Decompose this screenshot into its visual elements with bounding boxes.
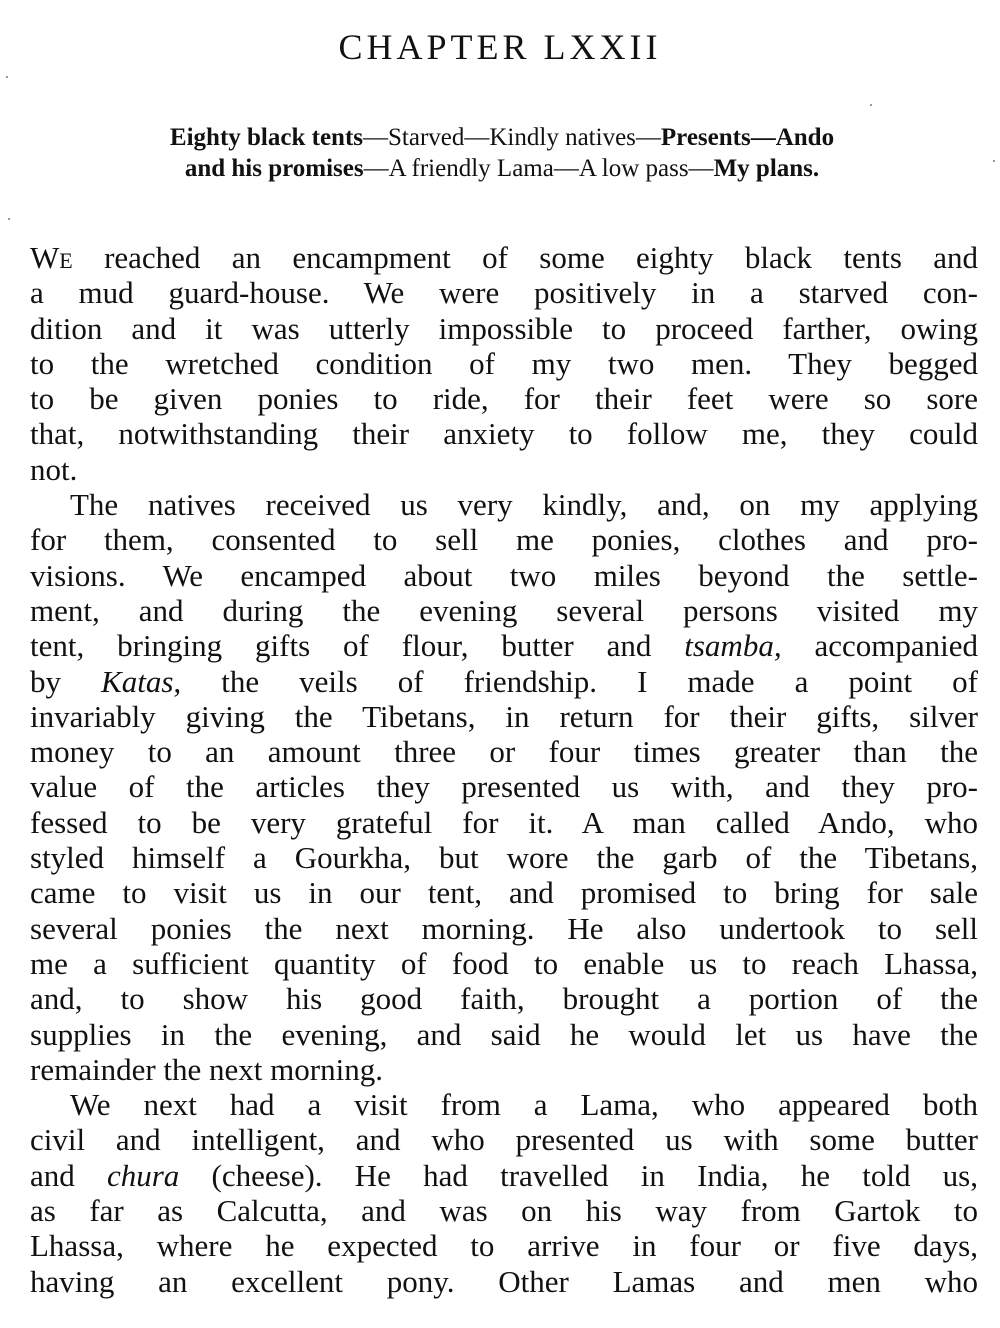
text-line: We next had a visit from a Lama, who appeared both — [70, 1087, 978, 1123]
text-line: invariably giving the Tibetans, in return for their gifts, silver — [30, 698, 978, 734]
text-line: to be given ponies to ride, for their feet were so sore — [30, 381, 978, 417]
text-line: money to an amount three or four times greater than the — [30, 734, 978, 770]
text-line: Lhassa, where he expected to arrive in four or five days, — [30, 1228, 978, 1264]
chapter-title: CHAPTER LXXII — [338, 27, 662, 67]
text-line: dition and it was utterly impossible to proceed farther, owing — [30, 310, 978, 346]
text-line: styled himself a Gourkha, but wore the garb of the Tibetans, — [30, 840, 978, 876]
drop-cap-word: We — [30, 240, 73, 275]
scan-speck — [6, 76, 8, 78]
text-line: a mud guard-house. We were positively in a starved con- — [30, 275, 978, 311]
italic-term: tsamba, — [684, 628, 782, 664]
text-line: and, to show his good faith, brought a portion of the — [30, 981, 978, 1017]
italic-term: Katas, — [101, 663, 182, 699]
text-line: The natives received us very kindly, and, on my applying — [70, 487, 978, 523]
body-text — [30, 240, 978, 1299]
text-line: not. — [30, 451, 78, 487]
text-line: to the wretched condition of my two men. They begged — [30, 345, 978, 381]
text-line: for them, consented to sell me ponies, clothes and pro- — [30, 522, 978, 558]
text-line: remainder the next morning. — [30, 1051, 383, 1087]
text-line: tent, bringing gifts of flour, butter and tsamba, accompanied — [30, 628, 978, 664]
text-line: me a sufficient quantity of food to enable us to reach Lhassa, — [30, 945, 978, 981]
text-line: and chura (cheese). He had travelled in India, he told us, — [30, 1157, 978, 1193]
text-line: ment, and during the evening several persons visited my — [30, 592, 978, 628]
summary-line2-bold-a: and his promises — [184, 155, 364, 182]
text-line: We reached an encampment of some eighty black tents and — [30, 240, 979, 275]
chapter-summary — [82, 122, 922, 184]
text-line: fessed to be very grateful for it. A man called Ando, who — [30, 804, 978, 840]
summary-line1-bold-b: Presents—Ando — [660, 124, 835, 151]
scan-speck — [993, 160, 995, 162]
scan-speck — [8, 218, 10, 220]
text-line: civil and intelligent, and who presented us with some butter — [30, 1122, 978, 1158]
text-line: several ponies the next morning. He also undertook to sell — [30, 910, 978, 946]
text-line: as far as Calcutta, and was on his way from Gartok to — [30, 1193, 978, 1229]
summary-line2-rest: —A friendly Lama—A low pass— — [363, 155, 714, 182]
text-line: that, notwithstanding their anxiety to follow me, they could — [30, 416, 978, 452]
scan-speck — [870, 104, 872, 106]
text-line: came to visit us in our tent, and promised to bring for sale — [30, 875, 978, 911]
text-line: by Katas, the veils of friendship. I made a point of — [30, 663, 979, 699]
summary-line1-rest: —Starved—Kindly natives— — [363, 124, 661, 151]
text-line: having an excellent pony. Other Lamas and men who — [30, 1263, 978, 1299]
summary-line1-bold-a: Eighty black tents — [169, 124, 364, 151]
summary-line2-bold-b: My plans. — [713, 155, 820, 182]
text-line: visions. We encamped about two miles beyond the settle- — [30, 557, 978, 593]
text-line: supplies in the evening, and said he would let us have the — [30, 1016, 978, 1052]
text-line: value of the articles they presented us with, and they pro- — [30, 769, 978, 805]
italic-term: chura — [106, 1157, 180, 1193]
